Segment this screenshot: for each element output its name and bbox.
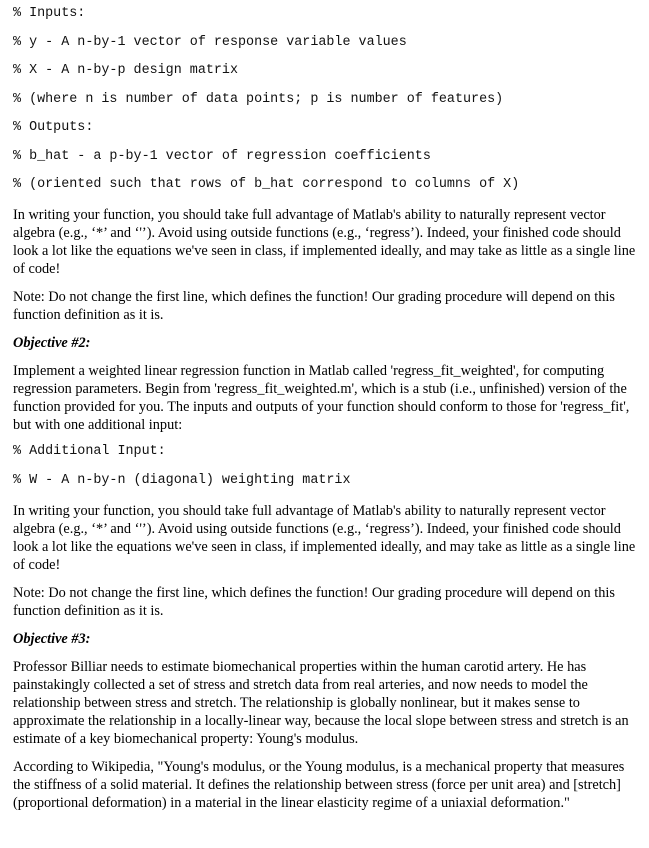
code-comment-line: % Inputs: (13, 6, 86, 21)
code-comment-line: % (where n is number of data points; p is number of features) (13, 91, 504, 107)
objective-3-heading: Objective #3: (13, 630, 91, 647)
code-comment-line: % W - A n-by-n (diagonal) weighting matrix (13, 472, 351, 488)
code-comment-line: % X - A n-by-p design matrix (13, 63, 238, 78)
objective-2-heading: Objective #2: (13, 335, 91, 351)
objective-3-paragraph: Professor Billiar needs to estimate biomechanical properties within the human carotid artery. He has painstakingly collected a set of stress and stretch data from real arteries, and now needs to model the relationship between stress and stretch. The relationship is globally nonlinear, but it makes sense to approximate the relationship in a locally-linear way, because the local slope between stress and stretch is an estimate of a key biomechanical property: Young's modulus. (13, 658, 629, 747)
code-comment-line: % Outputs: (13, 120, 94, 135)
objective-2-description: Implement a weighted linear regression function in Matlab called 'regress_fit_weighted', for computing regression parameters. Begin from 'regress_fit_weighted.m', which is a stub (i.e., unfinished) version of the function provided for you. The inputs and outputs of your function should conform to those for 'regress_fit', but with one additional input: (13, 363, 630, 433)
code-comment-line: % y - A n-by-1 vector of response variable values (13, 34, 407, 50)
writing-instructions-paragraph: In writing your function, you should take full advantage of Matlab's ability to naturally represent vector algebra (e.g., ‘*’ and ‘'’). Avoid using outside functions (e.g., ‘regress’). Indeed, your finished code should look a lot like the equations we've seen in class, if implemented ideally, and may take as little as a single line of code! (13, 502, 636, 573)
writing-instructions-paragraph: In writing your function, you should take full advantage of Matlab's ability to naturally represent vector algebra (e.g., ‘*’ and ‘'’). Avoid using outside functions (e.g., ‘regress’). Indeed, your finished code should look a lot like the equations we've seen in class, if implemented ideally, and may take as little as a single line of code! (13, 207, 636, 277)
first-line-note-paragraph: Note: Do not change the first line, which defines the function! Our grading procedure will depend on this function definition as it is. (13, 289, 615, 323)
youngs-modulus-quote-paragraph: According to Wikipedia, "Young's modulus, or the Young modulus, is a mechanical property that measures the stiffness of a solid material. It defines the relationship between stress (force per unit area) and [stretch] (proportional deformation) in a material in the linear elasticity regime of a uniaxial deformation." (13, 758, 625, 811)
first-line-note-paragraph: Note: Do not change the first line, which defines the function! Our grading procedure will depend on this function definition as it is. (13, 584, 615, 619)
code-comment-line: % b_hat - a p-by-1 vector of regression coefficients (13, 148, 431, 164)
code-comment-line: % Additional Input: (13, 444, 166, 459)
code-comment-line: % (oriented such that rows of b_hat correspond to columns of X) (13, 177, 520, 192)
